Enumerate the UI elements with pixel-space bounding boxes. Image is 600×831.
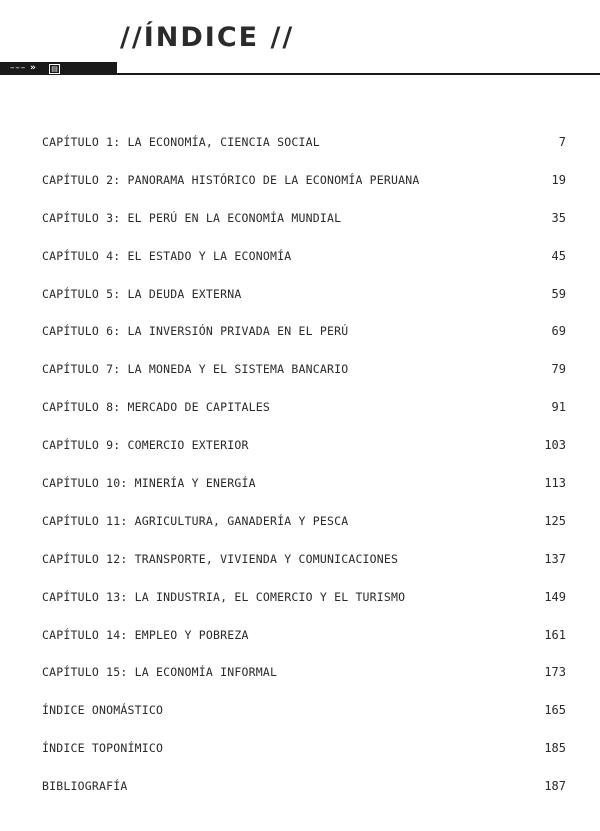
toc-entry-page: 113 bbox=[544, 476, 566, 491]
toc-entry[interactable] bbox=[0, 771, 600, 809]
toc-entry-label: CAPÍTULO 2: PANORAMA HISTÓRICO DE LA ECONOMÍA PERUANA bbox=[42, 172, 420, 187]
toc-entry-page: 69 bbox=[551, 324, 566, 339]
toc-entry[interactable] bbox=[0, 392, 600, 430]
toc-entry[interactable] bbox=[0, 203, 600, 241]
toc-entry[interactable] bbox=[0, 354, 600, 392]
toc-entry-page: 19 bbox=[551, 172, 566, 187]
toc-entry[interactable] bbox=[0, 430, 600, 468]
toc-entry-page: 7 bbox=[558, 135, 566, 149]
toc-entry-label: CAPÍTULO 5: LA DEUDA EXTERNA bbox=[42, 286, 242, 301]
toc-entry[interactable] bbox=[0, 544, 600, 582]
toc-entry-page: 59 bbox=[551, 286, 566, 301]
book-icon: ▤ bbox=[49, 64, 60, 74]
toc-entry-page: 91 bbox=[551, 400, 566, 415]
toc-entry-label: CAPÍTULO 6: LA INVERSIÓN PRIVADA EN EL PERÚ bbox=[42, 324, 349, 339]
toc-entry[interactable] bbox=[0, 695, 600, 733]
toc-entry-label: CAPÍTULO 1: LA ECONOMÍA, CIENCIA SOCIAL bbox=[42, 135, 320, 149]
toc-entry-page: 137 bbox=[544, 551, 566, 566]
toc-entry[interactable] bbox=[0, 582, 600, 620]
toc-entry-label: CAPÍTULO 10: MINERÍA Y ENERGÍA bbox=[42, 476, 256, 491]
toc-entry-label: ÍNDICE TOPONÍMICO bbox=[42, 741, 164, 756]
double-arrow-icon: » bbox=[30, 63, 36, 73]
toc-entry-label: CAPÍTULO 7: LA MONEDA Y EL SISTEMA BANCARIO bbox=[42, 362, 349, 377]
toc-entry[interactable] bbox=[0, 127, 600, 165]
toc-entry[interactable] bbox=[0, 733, 600, 771]
toc-entry-page: 103 bbox=[544, 438, 566, 453]
toc-entry-page: 161 bbox=[544, 627, 566, 642]
toc-entry-label: CAPÍTULO 13: LA INDUSTRIA, EL COMERCIO Y EL TURISMO bbox=[42, 589, 406, 604]
page-title: //ÍNDICE // bbox=[120, 22, 295, 53]
toc-entry-label: CAPÍTULO 11: AGRICULTURA, GANADERÍA Y PESCA bbox=[42, 513, 349, 528]
toc-entry-page: 79 bbox=[551, 362, 566, 377]
toc-entry-label: CAPÍTULO 14: EMPLEO Y POBREZA bbox=[42, 627, 249, 642]
toc-entry[interactable] bbox=[0, 165, 600, 203]
toc-entry[interactable] bbox=[0, 657, 600, 695]
toc-entry-label: CAPÍTULO 12: TRANSPORTE, VIVIENDA Y COMUNICACIONES bbox=[42, 551, 399, 566]
toc-entry-label: ÍNDICE ONOMÁSTICO bbox=[42, 703, 164, 718]
toc-entry[interactable] bbox=[0, 468, 600, 506]
header-rule-block bbox=[0, 62, 117, 75]
toc-entry-label: CAPÍTULO 15: LA ECONOMÍA INFORMAL bbox=[42, 665, 278, 680]
header-rule-line bbox=[117, 73, 600, 75]
toc-entry[interactable] bbox=[0, 316, 600, 354]
toc-entry[interactable] bbox=[0, 241, 600, 279]
toc-entry-page: 45 bbox=[551, 248, 566, 263]
toc-entry[interactable] bbox=[0, 506, 600, 544]
table-of-contents bbox=[0, 127, 600, 809]
toc-entry-page: 35 bbox=[551, 210, 566, 225]
toc-entry[interactable] bbox=[0, 279, 600, 317]
toc-entry-label: BIBLIOGRAFÍA bbox=[42, 779, 128, 794]
toc-entry-label: CAPÍTULO 4: EL ESTADO Y LA ECONOMÍA bbox=[42, 248, 292, 263]
toc-entry-page: 187 bbox=[544, 779, 566, 794]
toc-entry-page: 125 bbox=[544, 513, 566, 528]
toc-entry-label: CAPÍTULO 9: COMERCIO EXTERIOR bbox=[42, 438, 249, 453]
toc-entry-label: CAPÍTULO 8: MERCADO DE CAPITALES bbox=[42, 400, 270, 415]
toc-entry-page: 173 bbox=[544, 665, 566, 680]
toc-entry-page: 149 bbox=[544, 589, 566, 604]
toc-entry-label: CAPÍTULO 3: EL PERÚ EN LA ECONOMÍA MUNDIAL bbox=[42, 210, 342, 225]
toc-entry-page: 165 bbox=[544, 703, 566, 718]
header-rule bbox=[0, 62, 600, 76]
toc-entry-page: 185 bbox=[544, 741, 566, 756]
dash-decoration-icon: – – – bbox=[10, 63, 25, 73]
toc-entry[interactable] bbox=[0, 620, 600, 658]
